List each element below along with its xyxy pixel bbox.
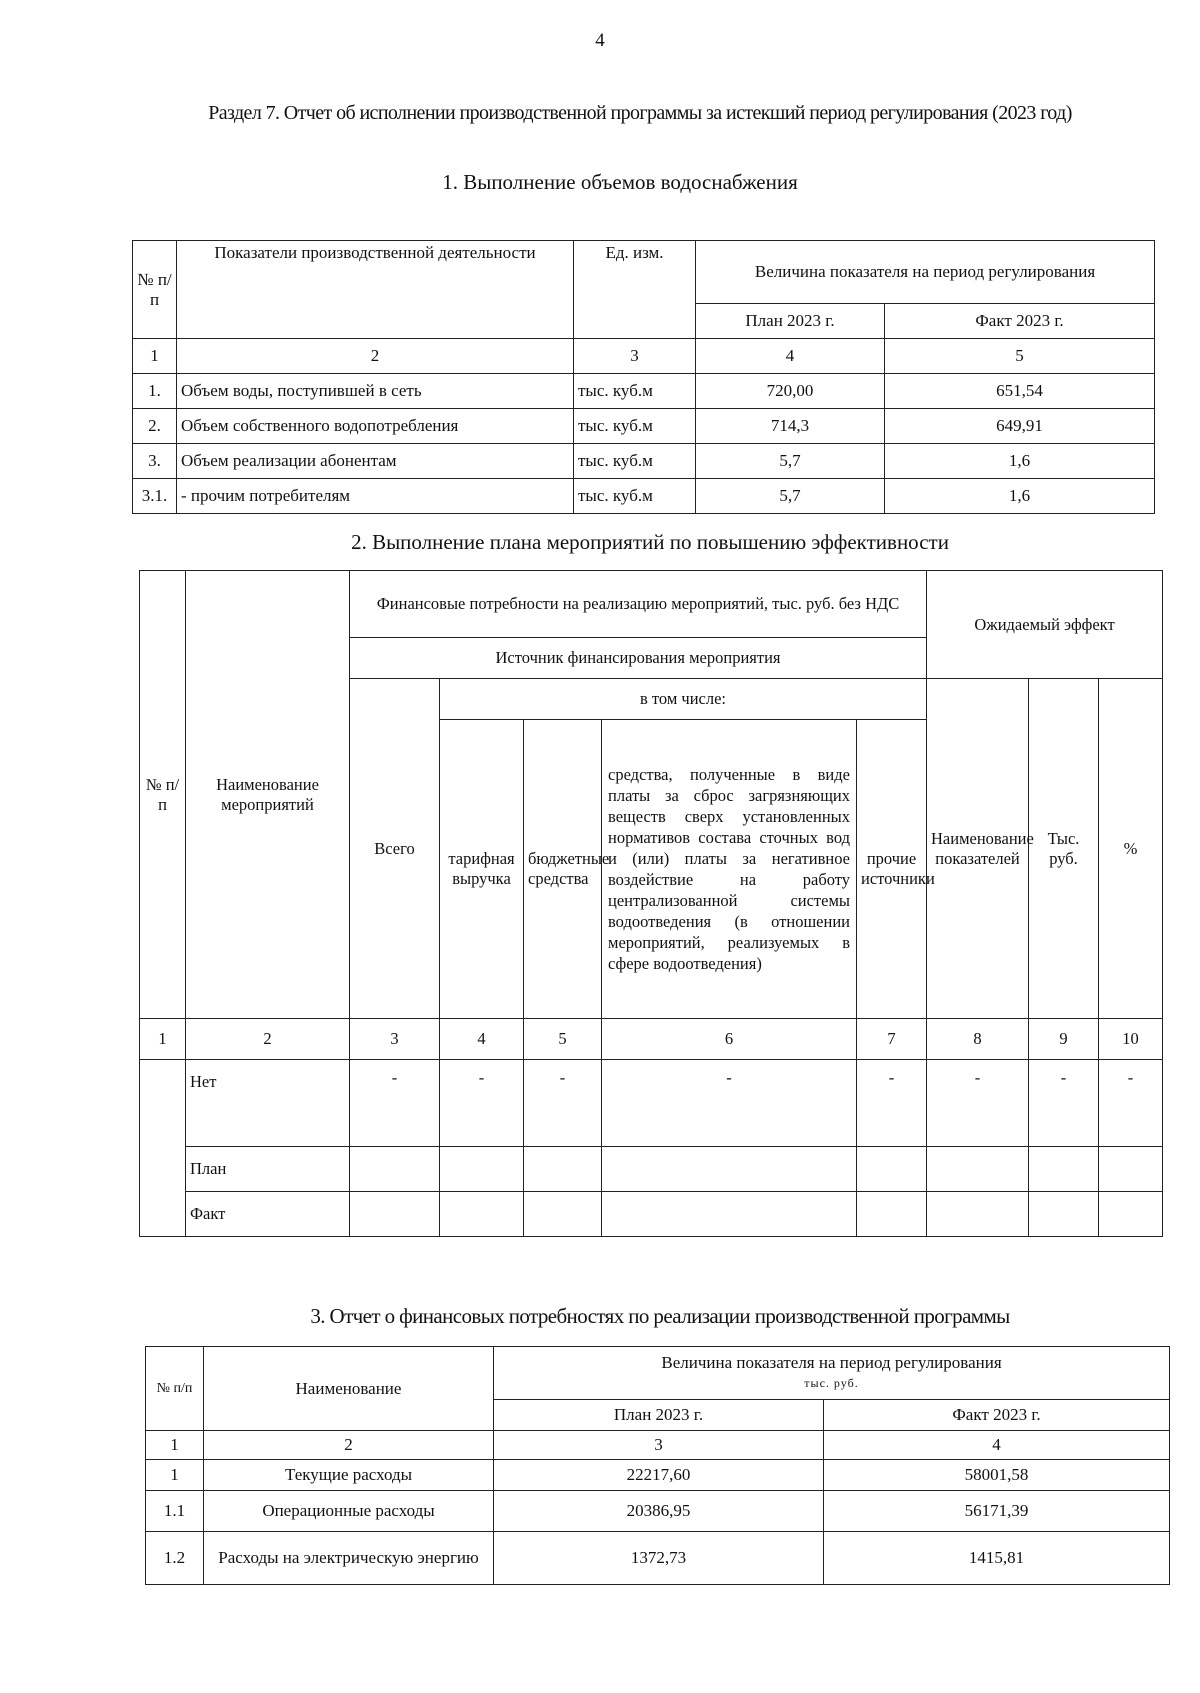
table2-heading: 2. Выполнение плана мероприятий по повышению эффективности — [351, 530, 949, 554]
row-value: - — [350, 1060, 440, 1147]
header-effect: Ожидаемый эффект — [927, 571, 1163, 679]
header-finance: Финансовые потребности на реализацию мероприятий, тыс. руб. без НДС — [350, 571, 927, 638]
row-no: 1 — [146, 1460, 204, 1491]
row-fact: 651,54 — [885, 374, 1155, 409]
water-supply-table — [132, 240, 1155, 514]
row-no: 1.2 — [146, 1532, 204, 1585]
table-row — [133, 409, 1155, 444]
header-value-text: Величина показателя на период регулирования — [661, 1353, 1002, 1372]
header-name: Наименование — [204, 1347, 494, 1431]
row-value: - — [440, 1060, 524, 1147]
row-no: 1.1 — [146, 1491, 204, 1532]
header-fact: Факт 2023 г. — [824, 1400, 1170, 1431]
header-including: в том числе: — [440, 679, 927, 720]
row-name: Нет — [186, 1060, 350, 1147]
col-number: 4 — [824, 1431, 1170, 1460]
col-number: 10 — [1099, 1019, 1163, 1060]
row-unit: тыс. куб.м — [574, 374, 696, 409]
row-value: - — [927, 1060, 1029, 1147]
header-no: № п/п — [140, 571, 186, 1019]
table-row — [133, 374, 1155, 409]
col-number: 7 — [857, 1019, 927, 1060]
header-budget: бюджетные средства — [524, 720, 602, 1019]
col-number: 2 — [186, 1019, 350, 1060]
header-value: Величина показателя на период регулирования — [696, 241, 1155, 304]
table-row — [146, 1532, 1170, 1585]
col-number: 6 — [602, 1019, 857, 1060]
row-fact: 56171,39 — [824, 1491, 1170, 1532]
row-name: - прочим потребителям — [177, 479, 574, 514]
col-number: 2 — [177, 339, 574, 374]
row-value: - — [1029, 1060, 1099, 1147]
page-number: 4 — [595, 30, 605, 51]
efficiency-measures-table — [139, 570, 1163, 1237]
row-plan: 22217,60 — [494, 1460, 824, 1491]
row-no: 3. — [133, 444, 177, 479]
row-value: - — [1099, 1060, 1163, 1147]
section-title: Раздел 7. Отчет об исполнении производственной программы за истекший период регулирования (2023 год) — [208, 102, 1072, 124]
table3-heading: 3. Отчет о финансовых потребностях по реализации производственной программы — [310, 1304, 1010, 1328]
row-name: Расходы на электрическую энергию — [204, 1532, 494, 1585]
col-number: 3 — [574, 339, 696, 374]
header-pct: % — [1099, 679, 1163, 1019]
row-unit: тыс. куб.м — [574, 479, 696, 514]
table-row — [133, 479, 1155, 514]
header-fees: средства, полученные в виде платы за сброс загрязняющих веществ сверх установленных нормативов состава сточных вод и (или) платы за негативное воздействие на работу централизованной системы водоотведения (в отношении мероприятий, реализуемых в сфере водоотведения) — [602, 720, 857, 1019]
header-indicator: Показатели производственной деятельности — [177, 241, 574, 339]
table-row — [140, 1060, 1163, 1147]
col-number: 4 — [696, 339, 885, 374]
row-plan: 714,3 — [696, 409, 885, 444]
header-name: Наименование мероприятий — [186, 571, 350, 1019]
row-fact: 1415,81 — [824, 1532, 1170, 1585]
header-value-unit: тыс. руб. — [804, 1376, 859, 1390]
row-unit: тыс. куб.м — [574, 409, 696, 444]
row-name: Объем собственного водопотребления — [177, 409, 574, 444]
table-row — [146, 1491, 1170, 1532]
row-no: 1. — [133, 374, 177, 409]
row-unit: тыс. куб.м — [574, 444, 696, 479]
row-name: Операционные расходы — [204, 1491, 494, 1532]
header-no: № п/п — [133, 241, 177, 339]
row-plan: 5,7 — [696, 444, 885, 479]
col-number: 3 — [350, 1019, 440, 1060]
row-name: Текущие расходы — [204, 1460, 494, 1491]
row-fact-label: Факт — [186, 1192, 350, 1237]
col-number: 1 — [140, 1019, 186, 1060]
col-number: 1 — [146, 1431, 204, 1460]
col-number: 1 — [133, 339, 177, 374]
col-number: 5 — [524, 1019, 602, 1060]
header-plan: План 2023 г. — [696, 304, 885, 339]
row-value: - — [857, 1060, 927, 1147]
row-name: Объем воды, поступившей в сеть — [177, 374, 574, 409]
table-row — [140, 1147, 1163, 1192]
row-value: - — [602, 1060, 857, 1147]
table1-heading: 1. Выполнение объемов водоснабжения — [442, 170, 798, 194]
row-name: Объем реализации абонентам — [177, 444, 574, 479]
row-plan: 720,00 — [696, 374, 885, 409]
header-source: Источник финансирования мероприятия — [350, 638, 927, 679]
table-row — [146, 1460, 1170, 1491]
header-fact: Факт 2023 г. — [885, 304, 1155, 339]
header-plan: План 2023 г. — [494, 1400, 824, 1431]
col-number: 2 — [204, 1431, 494, 1460]
row-fact: 1,6 — [885, 479, 1155, 514]
col-number: 4 — [440, 1019, 524, 1060]
col-number: 8 — [927, 1019, 1029, 1060]
row-fact: 58001,58 — [824, 1460, 1170, 1491]
col-number: 9 — [1029, 1019, 1099, 1060]
header-no: № п/п — [146, 1347, 204, 1431]
table-row — [140, 1192, 1163, 1237]
row-plan-label: План — [186, 1147, 350, 1192]
empty-cell — [140, 1060, 186, 1237]
col-number: 3 — [494, 1431, 824, 1460]
row-no: 3.1. — [133, 479, 177, 514]
financial-needs-table — [145, 1346, 1170, 1585]
header-unit: Ед. изм. — [574, 241, 696, 339]
row-no: 2. — [133, 409, 177, 444]
table-row — [133, 444, 1155, 479]
row-value: - — [524, 1060, 602, 1147]
header-value — [494, 1347, 1170, 1400]
row-fact: 1,6 — [885, 444, 1155, 479]
header-indicator-name: Наименование показателей — [927, 679, 1029, 1019]
col-number: 5 — [885, 339, 1155, 374]
header-other: прочие источники — [857, 720, 927, 1019]
header-tariff: тарифная выручка — [440, 720, 524, 1019]
row-fact: 649,91 — [885, 409, 1155, 444]
header-total: Всего — [350, 679, 440, 1019]
row-plan: 20386,95 — [494, 1491, 824, 1532]
row-plan: 5,7 — [696, 479, 885, 514]
row-plan: 1372,73 — [494, 1532, 824, 1585]
header-rub: Тыс. руб. — [1029, 679, 1099, 1019]
